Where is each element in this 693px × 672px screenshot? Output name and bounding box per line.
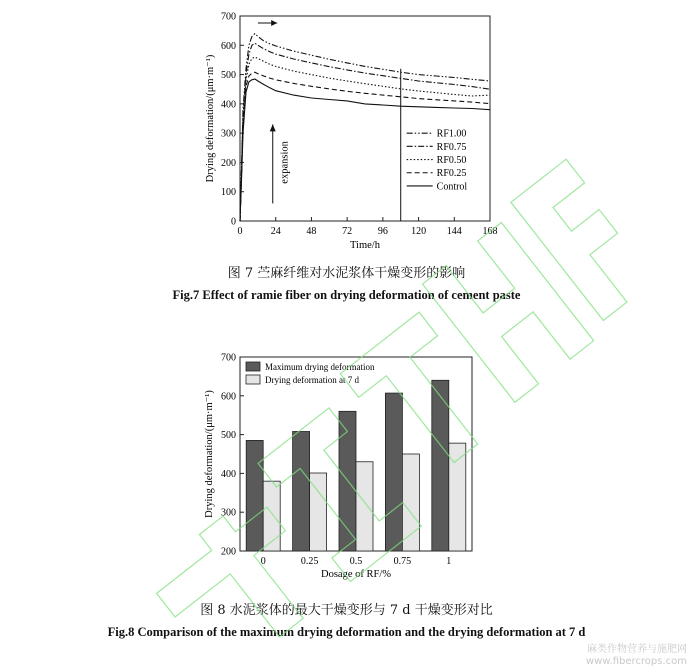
y-tick-label: 700 <box>221 352 236 364</box>
legend-label: Drying deformation at 7 d <box>265 375 359 385</box>
x-tick-label: 24 <box>270 226 281 237</box>
series-line-rf1-00 <box>240 34 490 221</box>
y-tick-label: 200 <box>221 157 236 169</box>
x-tick-label: 0 <box>260 556 266 567</box>
bar-maximum <box>432 380 449 551</box>
figure-7-line-chart <box>200 8 510 253</box>
y-tick-label: 400 <box>221 468 236 480</box>
x-tick-label: 0.5 <box>349 556 363 567</box>
x-tick-label: 1 <box>446 556 452 567</box>
x-tick-label: 144 <box>446 226 462 237</box>
legend-label: RF0.50 <box>436 155 467 167</box>
y-tick-label: 400 <box>221 99 236 111</box>
legend-label: RF0.25 <box>436 168 467 180</box>
x-tick-label: 120 <box>411 226 427 237</box>
x-tick-label: 0.75 <box>393 556 412 567</box>
bar-maximum <box>339 411 356 551</box>
bar-7d <box>449 443 466 551</box>
x-tick-label: 48 <box>306 226 317 237</box>
watermark-line-1: 麻类作物营养与施肥网 <box>587 644 687 655</box>
y-tick-label: 600 <box>221 40 236 52</box>
y-tick-label: 0 <box>231 216 236 228</box>
y-tick-label: 100 <box>221 187 236 199</box>
figure-7-caption-english: Fig.7 Effect of ramie fiber on drying deformation of cement paste <box>172 288 521 302</box>
figure-8-bar-chart <box>200 350 500 580</box>
bar-maximum <box>293 431 310 551</box>
legend-swatch <box>246 362 260 371</box>
expansion-arrow-head <box>270 124 276 131</box>
bar-7d <box>263 481 280 551</box>
bar-7d <box>310 473 327 551</box>
y-tick-label: 500 <box>221 430 236 442</box>
figure-7-caption-chinese: 图 7 苎麻纤维对水泥浆体干燥变形的影响 <box>227 266 466 281</box>
legend-swatch <box>246 375 260 384</box>
y-tick-label: 700 <box>221 11 236 23</box>
figure-8-caption-chinese: 图 8 水泥浆体的最大干燥变形与 7 d 干燥变形对比 <box>200 603 493 618</box>
watermark-text <box>586 644 687 668</box>
time-arrow-head <box>271 20 277 26</box>
expansion-annotation: expansion <box>279 141 291 184</box>
x-tick-label: 96 <box>377 226 388 237</box>
x-tick-label: 0 <box>237 226 243 237</box>
y-tick-label: 300 <box>221 507 236 519</box>
y-tick-label: 200 <box>221 546 236 558</box>
y-tick-label: 500 <box>221 70 236 82</box>
legend-label: RF0.75 <box>436 141 467 153</box>
y-tick-label: 600 <box>221 391 236 403</box>
bar-7d <box>402 454 419 551</box>
figure-8-caption-english: Fig.8 Comparison of the maximum drying deformation and the drying deformation at 7 d <box>107 625 586 639</box>
legend-label: Control <box>436 181 468 193</box>
bar-7d <box>356 462 373 551</box>
bar-maximum <box>246 440 263 551</box>
y-axis-label: Drying deformation/(μm·m⁻¹) <box>205 54 216 183</box>
x-axis-label: Time/h <box>350 240 380 251</box>
y-axis-label: Drying deformation/(μm·m⁻¹) <box>204 390 215 518</box>
legend-label: RF1.00 <box>436 128 467 140</box>
x-axis-label: Dosage of RF/% <box>321 569 391 580</box>
x-tick-label: 72 <box>342 226 353 237</box>
x-tick-label: 168 <box>482 226 498 237</box>
legend-label: Maximum drying deformation <box>265 362 375 372</box>
y-tick-label: 300 <box>221 128 236 140</box>
x-tick-label: 0.25 <box>300 556 319 567</box>
bar-maximum <box>385 393 402 551</box>
watermark-line-2: www.fibercrops.com <box>585 656 687 667</box>
